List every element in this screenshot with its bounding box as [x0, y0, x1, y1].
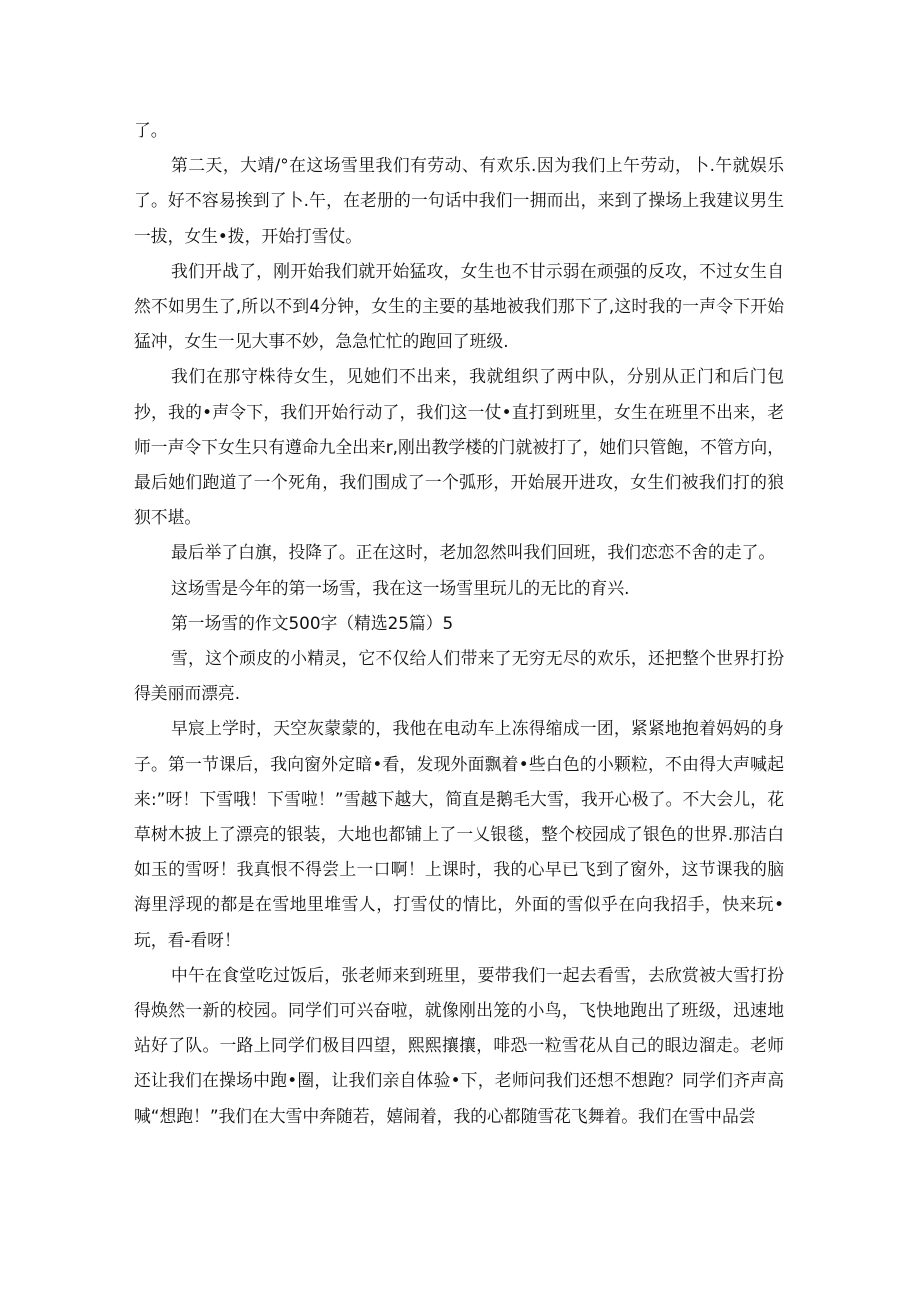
paragraph-continuation: 了。	[134, 120, 168, 140]
paragraph: 最后举了白旗，投降了。正在这时，老加忽然叫我们回班，我们恋恋不舍的走了。	[171, 542, 776, 563]
paragraph: 雪，这个顽皮的小精灵，它不仅给人们带来了无穷无尽的欢乐，还把整个世界打扮得美丽而漂亮.	[134, 648, 784, 704]
paragraph: 第二天，大靖/°在这场雪里我们有劳动、有欢乐.因为我们上午劳动，卜.午就娱乐了。好不容易挨到了卜.午，在老册的一句话中我们一拥而出，来到了操场上我建议男生一拔，女生•拨，开始打雪仗。	[134, 155, 784, 246]
section-heading: 第一场雪的作文500字（精选25篇）5	[171, 612, 454, 633]
paragraph: 我们在那守株待女生，见她们不出来，我就组织了两中队，分别从正门和后门包抄，我的•声令下，我们开始行动了，我们这一仗•直打到班里，女生在班里不出来，老师一声令下女生只有遵命九全出来r,刚出教学楼的门就被打了，她们只管飽，不管方向，最后她们跑道了一个死角，我们围成了一个弧形，开始展开进攻，女生们被我们打的狼狈不堪。	[134, 366, 784, 528]
paragraph: 这场雪是今年的第一场雪，我在这一场雪里玩儿的无比的育兴.	[171, 577, 630, 598]
paragraph: 我们开战了，刚开始我们就开始猛攻，女生也不甘示弱在顽强的反攻，不过女生自然不如男生了,所以不到4分钟，女生的主要的基地被我们那下了,这时我的一声令下开始猛冲，女生一见大事不妙，急急忙忙的跑回了班级.	[134, 260, 784, 352]
paragraph: 中午在食堂吃过饭后，张老师来到班里，要带我们一起去看雪，去欣赏被大雪打扮得焕然一新的校园。同学们可兴奋啦，就像刚出笼的小鸟，飞快地跑出了班级，迅速地站好了队。一路上同学们极目四望，熙熙攘攘，啡恐一粒雪花从自己的眼边溜走。老师还让我们在操场中跑•圈，让我们亲自体验•下，老师问我们还想不想跑？同学们齐声高喊“想跑！”我们在大雪中奔随若，嬉闹着，我的心都随雪花飞舞着。我们在雪中品尝	[134, 964, 784, 1126]
paragraph: 早宸上学时，天空灰蒙蒙的，我他在电动车上冻得缩成一团，紧紧地抱着妈妈的身子。第一节课后，我向窗外定暗•看，发现外面飘着•些白色的小颗粒，不由得大声喊起来:”呀！下雪哦！下雪啦！”雪越下越大，简直是鹅毛大雪，我开心极了。不大会儿，花草树木披上了漂亮的银装，大地也都铺上了一乂银毯，整个校园成了银色的世界.那洁白如玉的雪呀！我真恨不得尝上一口啊！上课时，我的心早已飞到了窗外，这节课我的脑海里浮现的都是在雪地里堆雪人，打雪仗的情比，外面的雪似乎在向我招手，快来玩•玩，看-看呀！	[134, 718, 784, 950]
document-body	[134, 113, 784, 1134]
